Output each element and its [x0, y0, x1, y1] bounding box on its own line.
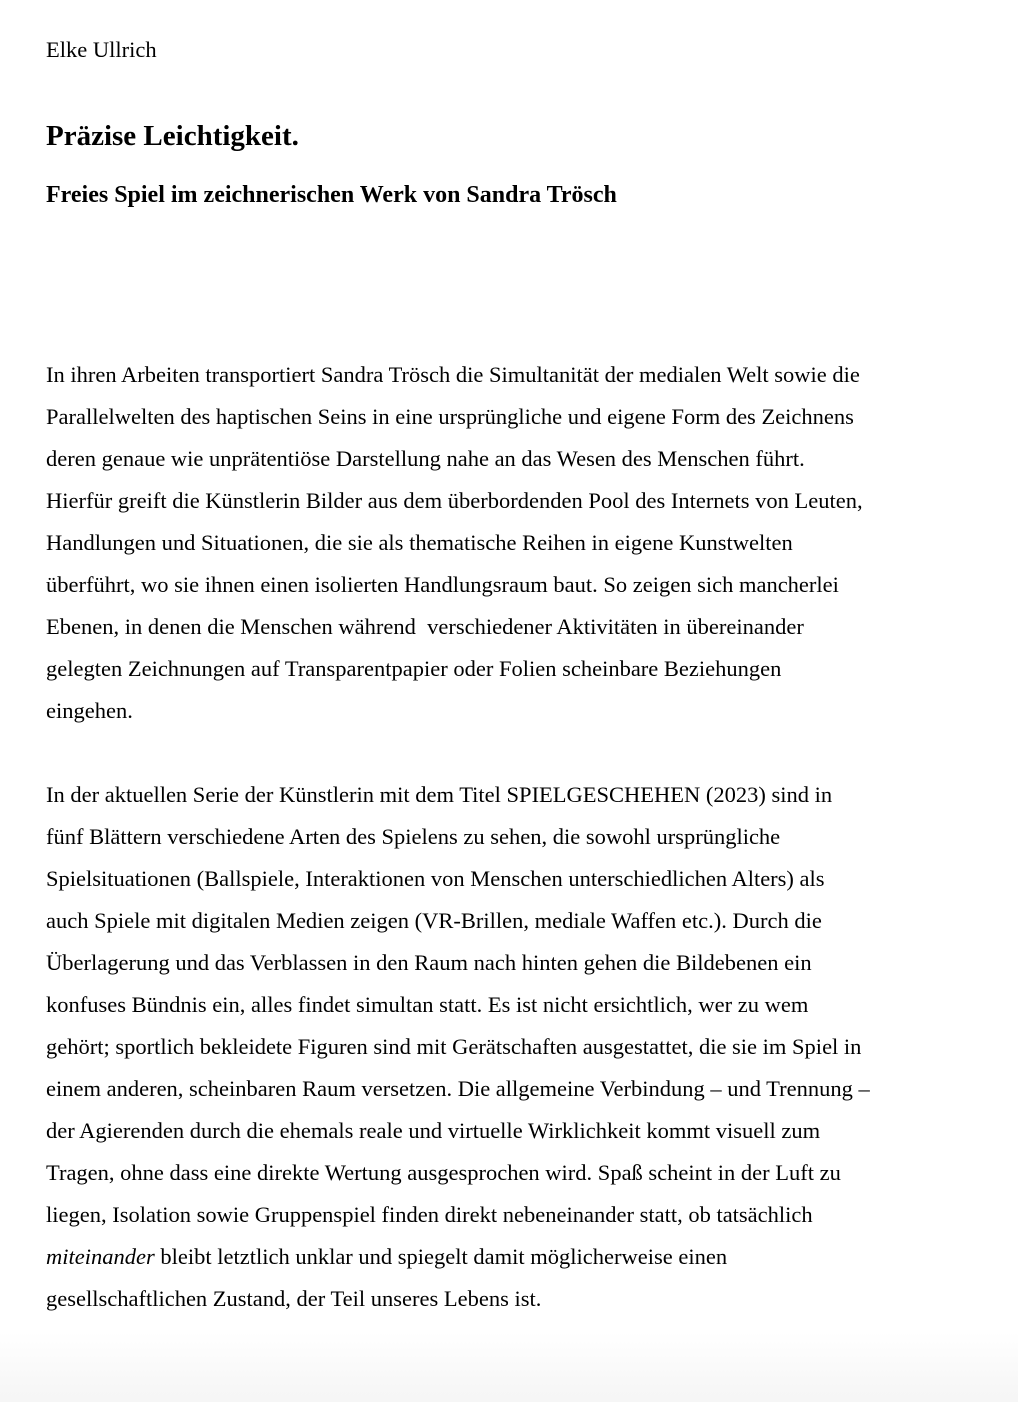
paragraph: [46, 354, 988, 732]
text-line: Handlungen und Situationen, die sie als thematische Reihen in eigene Kunstwelten: [46, 530, 793, 555]
text-line: überführt, wo sie ihnen einen isolierten Handlungsraum baut. So zeigen sich mancherlei: [46, 572, 839, 597]
text-line: Hierfür greift die Künstlerin Bilder aus dem überbordenden Pool des Internets von Leuten,: [46, 488, 863, 513]
paragraph: [46, 774, 988, 1320]
document-body: [46, 354, 988, 1320]
text-line: Parallelwelten des haptischen Seins in eine ursprüngliche und eigene Form des Zeichnens: [46, 404, 854, 429]
text-line: [46, 1236, 988, 1278]
italic-text: miteinander: [46, 1244, 155, 1269]
text-line: In ihren Arbeiten transportiert Sandra Trösch die Simultanität der medialen Welt sowie die: [46, 362, 860, 387]
author-line: Elke Ullrich: [46, 37, 157, 62]
text-line: gesellschaftlichen Zustand, der Teil unseres Lebens ist.: [46, 1286, 542, 1311]
text-line: auch Spiele mit digitalen Medien zeigen (VR-Brillen, mediale Waffen etc.). Durch die: [46, 908, 822, 933]
text-line: Ebenen, in denen die Menschen während verschiedener Aktivitäten in übereinander: [46, 614, 804, 639]
text-line: fünf Blättern verschiedene Arten des Spielens zu sehen, die sowohl ursprüngliche: [46, 824, 781, 849]
text-line: Überlagerung und das Verblassen in den Raum nach hinten gehen die Bildebenen ein: [46, 950, 812, 975]
text-line: liegen, Isolation sowie Gruppenspiel finden direkt nebeneinander statt, ob tatsächlich: [46, 1202, 813, 1227]
document-subtitle: Freies Spiel im zeichnerischen Werk von Sandra Trösch: [46, 182, 617, 208]
page-bottom-shadow: [0, 1332, 1018, 1402]
text-line: deren genaue wie unprätentiöse Darstellung nahe an das Wesen des Menschen führt.: [46, 446, 805, 471]
text-line: der Agierenden durch die ehemals reale und virtuelle Wirklichkeit kommt visuell zum: [46, 1118, 821, 1143]
text-segment: bleibt letztlich unklar und spiegelt damit möglicherweise einen: [154, 1244, 728, 1269]
text-line: In der aktuellen Serie der Künstlerin mit dem Titel SPIELGESCHEHEN (2023) sind in: [46, 782, 833, 807]
text-line: einem anderen, scheinbaren Raum versetzen. Die allgemeine Verbindung – und Trennung –: [46, 1076, 870, 1101]
text-line: eingehen.: [46, 698, 133, 723]
document-title: Präzise Leichtigkeit.: [46, 120, 299, 152]
text-line: Tragen, ohne dass eine direkte Wertung ausgesprochen wird. Spaß scheint in der Luft zu: [46, 1160, 841, 1185]
text-line: gelegten Zeichnungen auf Transparentpapier oder Folien scheinbare Beziehungen: [46, 656, 782, 681]
text-line: gehört; sportlich bekleidete Figuren sind mit Gerätschaften ausgestattet, die sie im Spiel in: [46, 1034, 862, 1059]
text-line: Spielsituationen (Ballspiele, Interaktionen von Menschen unterschiedlichen Alters) als: [46, 866, 825, 891]
text-line: konfuses Bündnis ein, alles findet simultan statt. Es ist nicht ersichtlich, wer zu wem: [46, 992, 809, 1017]
